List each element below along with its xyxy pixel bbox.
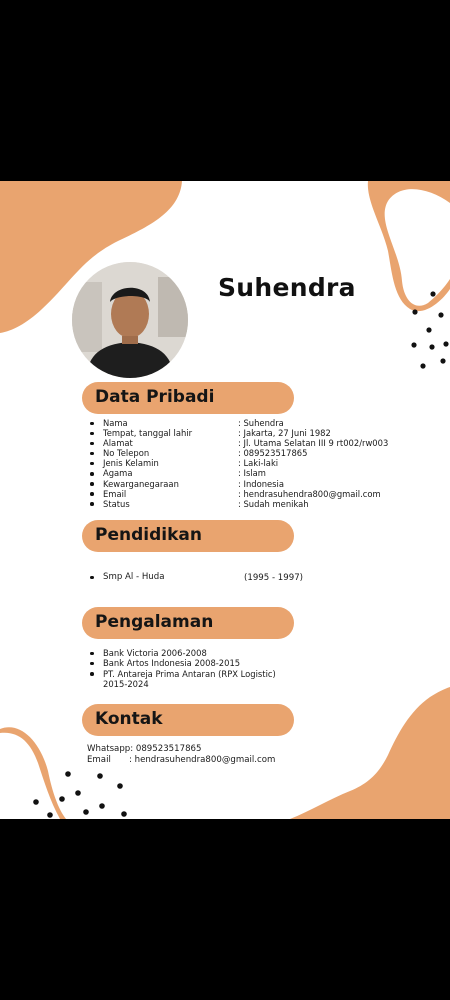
personal-label: Nama	[103, 418, 128, 428]
contact-whatsapp: Whatsapp: 089523517865	[87, 744, 202, 754]
section-title-personal: Data Pribadi	[95, 387, 215, 407]
bullet-icon	[90, 492, 94, 496]
section-title-experience: Pengalaman	[95, 612, 214, 632]
personal-label: Jenis Kelamin	[103, 458, 159, 469]
cv-document	[0, 181, 450, 819]
personal-label: Agama	[103, 468, 133, 479]
personal-label: Kewarganegaraan	[103, 478, 179, 489]
bottom-left-curve	[0, 727, 66, 819]
bullet-icon	[90, 442, 94, 446]
bullet-icon	[90, 576, 94, 580]
education-years: (1995 - 1997)	[244, 573, 304, 583]
bullet-icon	[90, 672, 94, 676]
personal-label: Alamat	[103, 438, 133, 449]
contact-email-label: Email	[87, 755, 111, 766]
section-header-education	[82, 520, 294, 552]
personal-label: Email	[103, 488, 127, 499]
personal-label: Tempat, tanggal lahir	[103, 428, 193, 439]
personal-value: : 089523517865	[238, 448, 308, 459]
top-right-curve	[368, 181, 450, 311]
experience-text: 2015-2024	[103, 678, 149, 689]
personal-label: No Telepon	[103, 448, 150, 459]
personal-value: : Suhendra	[238, 418, 284, 428]
personal-value: : Sudah menikah	[238, 498, 309, 509]
bullet-icon	[90, 652, 94, 656]
experience-text: Bank Artos Indonesia 2008-2015	[103, 658, 241, 669]
person-name: Suhendra	[218, 273, 356, 302]
section-header-personal	[82, 382, 294, 414]
bullet-icon	[90, 452, 94, 456]
bullet-icon	[90, 432, 94, 436]
personal-label: Status	[103, 498, 130, 509]
personal-value: : hendrasuhendra800@gmail.com	[238, 488, 381, 499]
personal-value: : Jl. Utama Selatan III 9 rt002/rw003	[238, 438, 389, 449]
section-header-contact	[82, 704, 294, 736]
experience-text: Bank Victoria 2006-2008	[103, 648, 207, 658]
contact-email-value: : hendrasuhendra800@gmail.com	[129, 755, 276, 766]
personal-value: : Laki-laki	[238, 458, 279, 469]
bullet-icon	[90, 502, 94, 506]
experience-text: PT. Antareja Prima Antaran (RPX Logistic)	[103, 668, 276, 679]
section-title-contact: Kontak	[95, 709, 163, 729]
education-item	[90, 572, 320, 584]
person-silhouette-icon	[72, 262, 188, 378]
education-school: Smp Al - Huda	[103, 572, 165, 582]
bullet-icon	[90, 472, 94, 476]
personal-value: : Jakarta, 27 Juni 1982	[238, 428, 331, 439]
bottom-right-blob	[290, 687, 450, 819]
personal-value: : Islam	[238, 468, 266, 479]
profile-photo	[72, 262, 188, 378]
bullet-icon	[90, 422, 94, 426]
section-header-experience	[82, 607, 294, 639]
bullet-icon	[90, 482, 94, 486]
section-title-education: Pendidikan	[95, 525, 202, 545]
bullet-icon	[90, 662, 94, 666]
personal-value: : Indonesia	[238, 478, 284, 489]
